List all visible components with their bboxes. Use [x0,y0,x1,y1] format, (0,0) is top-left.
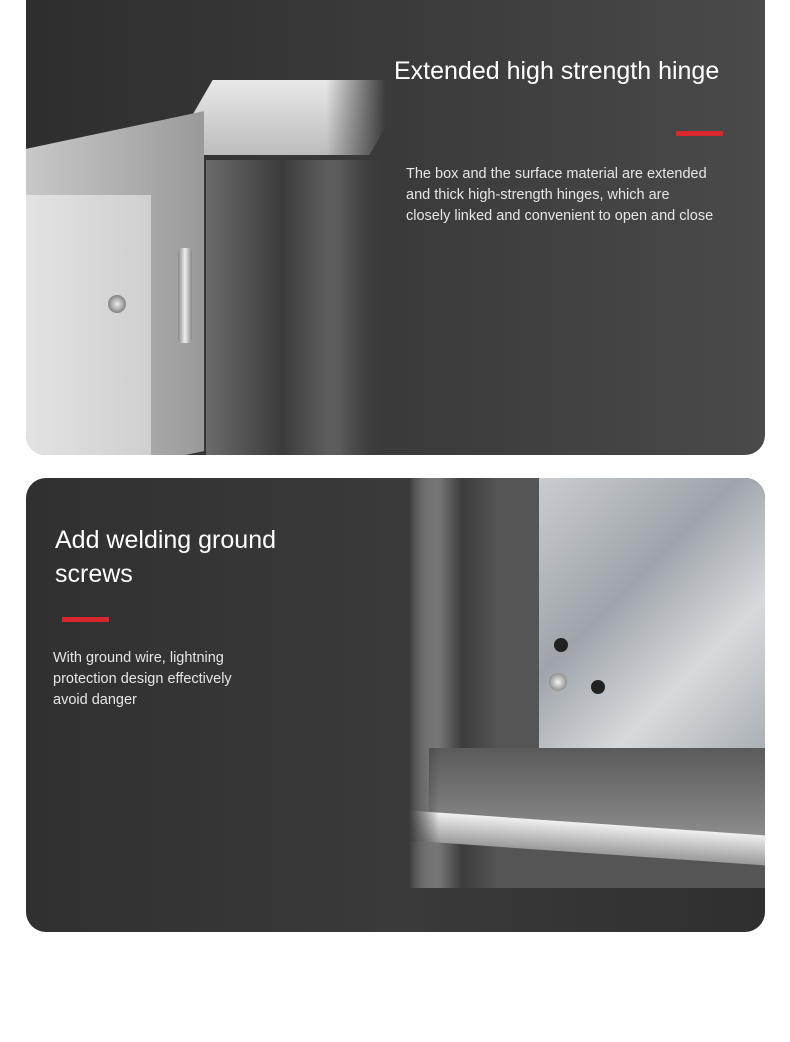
description-line: avoid danger [53,692,137,708]
description-line: and thick high-strength hinges, which are [406,187,670,203]
description-line: closely linked and convenient to open and close [406,208,714,224]
feature-card-ground-screws [26,478,765,932]
title-line: Add welding ground [55,526,276,554]
bolt-icon [108,295,126,313]
ground-screw-product-photo [409,478,765,932]
description-line: The box and the surface material are extended [406,166,707,182]
feature-title [55,523,276,591]
description-line: With ground wire, lightning [53,650,224,666]
accent-divider [62,617,109,622]
hinge-icon [178,248,192,343]
feature-description [406,164,713,227]
feature-card-hinge [26,0,765,455]
description-line: protection design effectively [53,671,232,687]
title-line: screws [55,560,133,588]
screw-icon [549,673,567,691]
hinge-product-photo [26,0,386,455]
feature-title: Extended high strength hinge [394,57,720,85]
accent-divider [676,131,723,136]
feature-description [53,648,232,711]
